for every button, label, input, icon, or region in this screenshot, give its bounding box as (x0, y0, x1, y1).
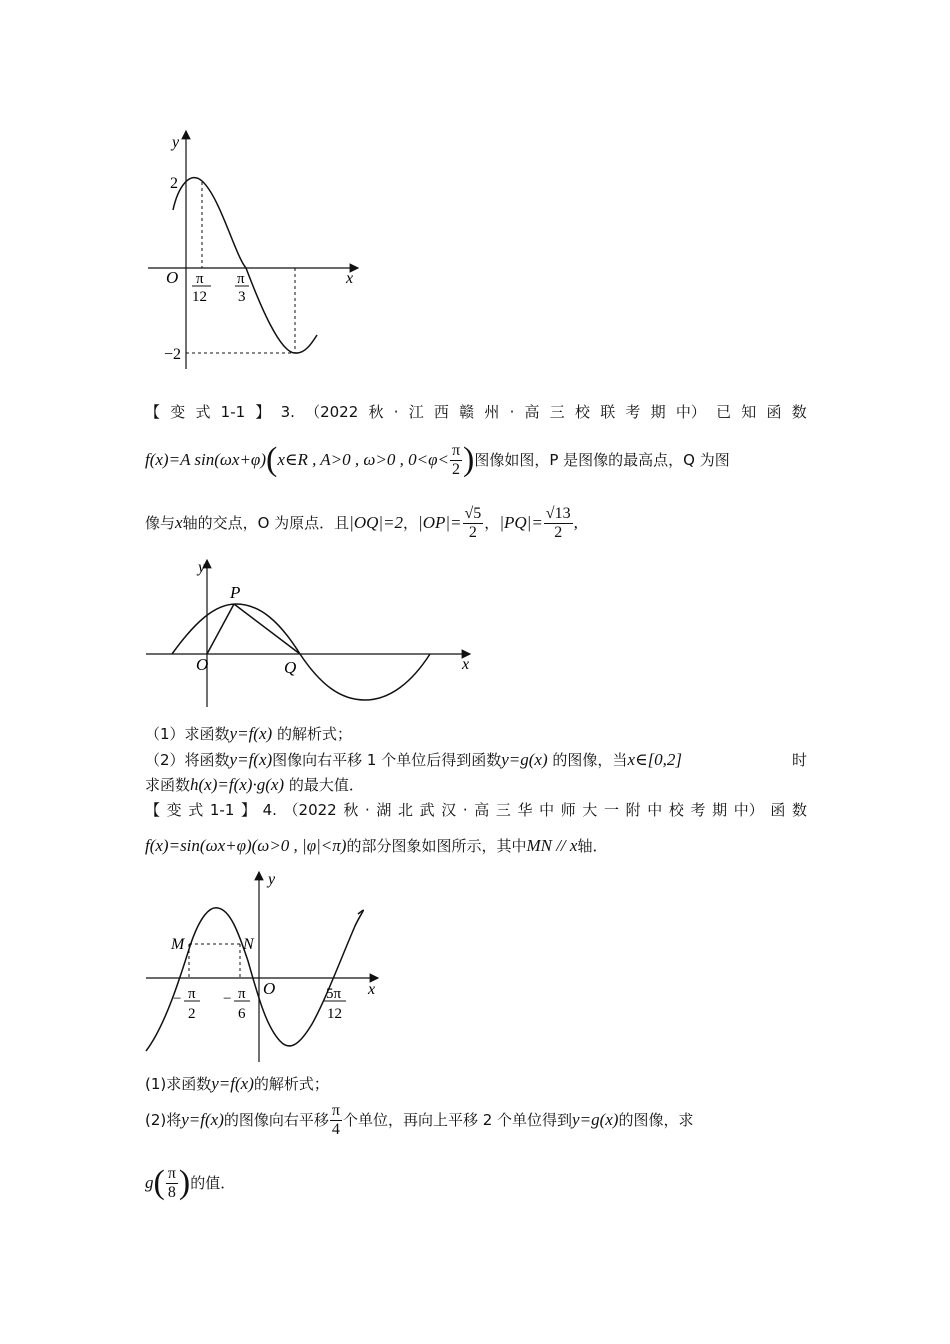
problem3-formula-line: f(x)=A sin(ωx+φ) ( x∈R , A>0 , ω>0 , 0<φ< $\frac{\pi}{2}$ ) 图像如图，P 是图像的最高点，Q 为图 (145, 441, 730, 478)
sine-curve (172, 604, 430, 700)
problem3-q2-cont: 求函数h(x)=f(x)·g(x) 的最大值． (145, 775, 364, 794)
text-xiangyu: 像与 (145, 514, 176, 532)
problem4-token: 三 (495, 801, 511, 819)
figure-sine-graph-3 (140, 866, 390, 1066)
problem4-formula-line: f(x)=sin(ωx+φ)(ω>0 , |φ|<π)的部分图象如图所示，其中MN // x轴． (145, 836, 608, 855)
problem4-q1: (1)求函数y=f(x)的解析式； (145, 1074, 329, 1093)
problem3-line3 (145, 500, 807, 546)
problem4-token: 中 (647, 801, 663, 819)
problem3-token: 考 (625, 403, 641, 421)
problem3-token: 函 (766, 403, 782, 421)
text-graph-desc: 图像如图，P 是图像的最高点，Q 为图 (474, 451, 730, 469)
problem4-token: 秋 (343, 801, 359, 819)
problem4-token: 中 (539, 801, 555, 819)
problem3-token: 3. (280, 403, 295, 421)
tick1-num: π (196, 271, 204, 287)
problem3-token: 期 (650, 403, 666, 421)
problem4-token: 式 (188, 801, 204, 819)
y-label: y (198, 559, 206, 576)
x-label: x (368, 981, 376, 998)
minus-2: − (223, 991, 232, 1007)
problem3-token: 数 (791, 403, 807, 421)
problem4-token: 师 (560, 801, 576, 819)
problem3-token: 已 (716, 403, 732, 421)
problem4-token: 1-1 (209, 801, 235, 819)
problem4-token: 中） (733, 801, 764, 819)
problem3-token: 变 (170, 403, 186, 421)
problem3-token: 校 (574, 403, 590, 421)
problem4-token: 武 (419, 801, 435, 819)
problem4-token: 湖 (376, 801, 392, 819)
tick2-num: π (238, 986, 246, 1002)
problem4-token: 附 (625, 801, 641, 819)
y-label: y (268, 871, 276, 888)
tail-comma: , (573, 513, 578, 532)
problem3-token: （2022 (305, 403, 359, 421)
problem4-token: 】 (240, 801, 256, 819)
problem3-token: · (509, 403, 515, 421)
problem4-token: 校 (668, 801, 684, 819)
problem3-token: · (393, 403, 399, 421)
problem3-q1: （1）求函数y=f(x) 的解析式； (145, 724, 352, 743)
problem4-token: 汉 (441, 801, 457, 819)
problem3-token: 1-1 (220, 403, 246, 421)
problem3-token: 式 (195, 403, 211, 421)
text-axis-intersection: 轴的交点，O 为原点．且 (182, 514, 350, 532)
origin-label: O (263, 979, 276, 998)
figure-sine-graph-1 (140, 125, 370, 380)
tick1-den: 12 (192, 289, 207, 305)
x-label: x (346, 270, 354, 287)
problem4-token: 一 (603, 801, 619, 819)
x-label: x (462, 656, 470, 673)
expr-pq: |PQ|= (499, 513, 543, 532)
n-label: N (243, 936, 254, 953)
problem3-token: 知 (741, 403, 757, 421)
minus-1: − (173, 991, 182, 1007)
problem3-token: 高 (524, 403, 540, 421)
problem4-token: 【 (145, 801, 161, 819)
text-x: x (175, 513, 183, 532)
p-label: P (230, 583, 241, 602)
y-top-label: 2 (170, 175, 178, 192)
tick1-num: π (188, 986, 196, 1002)
sine-curve (146, 908, 363, 1051)
problem3-token: 秋 (368, 403, 384, 421)
problem4-token: 函 (770, 801, 786, 819)
y-bottom-label: −2 (164, 346, 182, 363)
frac-pq: $\frac{√13}{2}$ (545, 504, 571, 541)
tick2-den: 3 (238, 289, 246, 305)
problem4-token: （2022 (283, 801, 337, 819)
problem3-token: 联 (600, 403, 616, 421)
problem4-token: 大 (582, 801, 598, 819)
problem3-token: 三 (549, 403, 565, 421)
segment-pq (234, 604, 300, 654)
problem4-token: 4. (262, 801, 277, 819)
y-label: y (172, 134, 180, 151)
expr-oq: |OQ|=2 (349, 513, 404, 532)
tick2-num: π (237, 271, 245, 287)
formula-f: f(x)=A sin(ωx+φ) (145, 450, 266, 469)
problem4-token: 数 (791, 801, 807, 819)
frac-pi-2: $\frac{\pi}{2}$ (451, 441, 461, 478)
problem4-token: 高 (474, 801, 490, 819)
comma: ， (484, 514, 500, 532)
problem3-header (145, 402, 807, 422)
problem4-token: 华 (517, 801, 533, 819)
problem3-token: 西 (433, 403, 449, 421)
problem3-token: 】 (255, 403, 271, 421)
problem3-token: 州 (484, 403, 500, 421)
problem4-token: 考 (690, 801, 706, 819)
expr-op: |OP|= (418, 513, 462, 532)
problem4-token: 北 (397, 801, 413, 819)
problem4-token: · (462, 801, 468, 819)
tick2-den: 6 (238, 1006, 246, 1022)
formula-cond: x∈R , A>0 , ω>0 , 0<φ< (277, 450, 449, 469)
problem4-g-value: g ( $\frac{\pi}{8}$ ) 的值． (145, 1164, 236, 1201)
origin-label: O (166, 268, 179, 287)
problem4-q2: (2)将 y=f(x) 的图像向右平移 $\frac{\pi}{4}$ 个单位，再向上平移 2 个单位得到 y=g(x) 的图像，求 (145, 1101, 694, 1138)
tick3-num: 5π (326, 986, 342, 1002)
q-label: Q (284, 658, 297, 677)
sine-curve (173, 178, 317, 353)
problem3-token: 江 (408, 403, 424, 421)
comma: ， (403, 514, 419, 532)
problem4-token: · (364, 801, 370, 819)
figure-sine-graph-2 (140, 552, 480, 722)
problem3-token: 【 (145, 403, 161, 421)
problem4-token: 期 (712, 801, 728, 819)
tick3-den: 12 (327, 1006, 342, 1022)
frac-op: $\frac{√5}{2}$ (464, 504, 482, 541)
origin-label: O (196, 655, 209, 674)
problem3-token: 中） (675, 403, 706, 421)
tick1-den: 2 (188, 1006, 196, 1022)
problem4-token: 变 (166, 801, 182, 819)
problem3-q2: （2）将函数y=f(x)图像向右平移 1 个单位后得到函数y=g(x) 的图像，当x∈[0,2] 时 (145, 750, 807, 769)
problem4-header (145, 800, 807, 820)
m-label: M (171, 936, 185, 953)
problem3-token: 赣 (459, 403, 475, 421)
